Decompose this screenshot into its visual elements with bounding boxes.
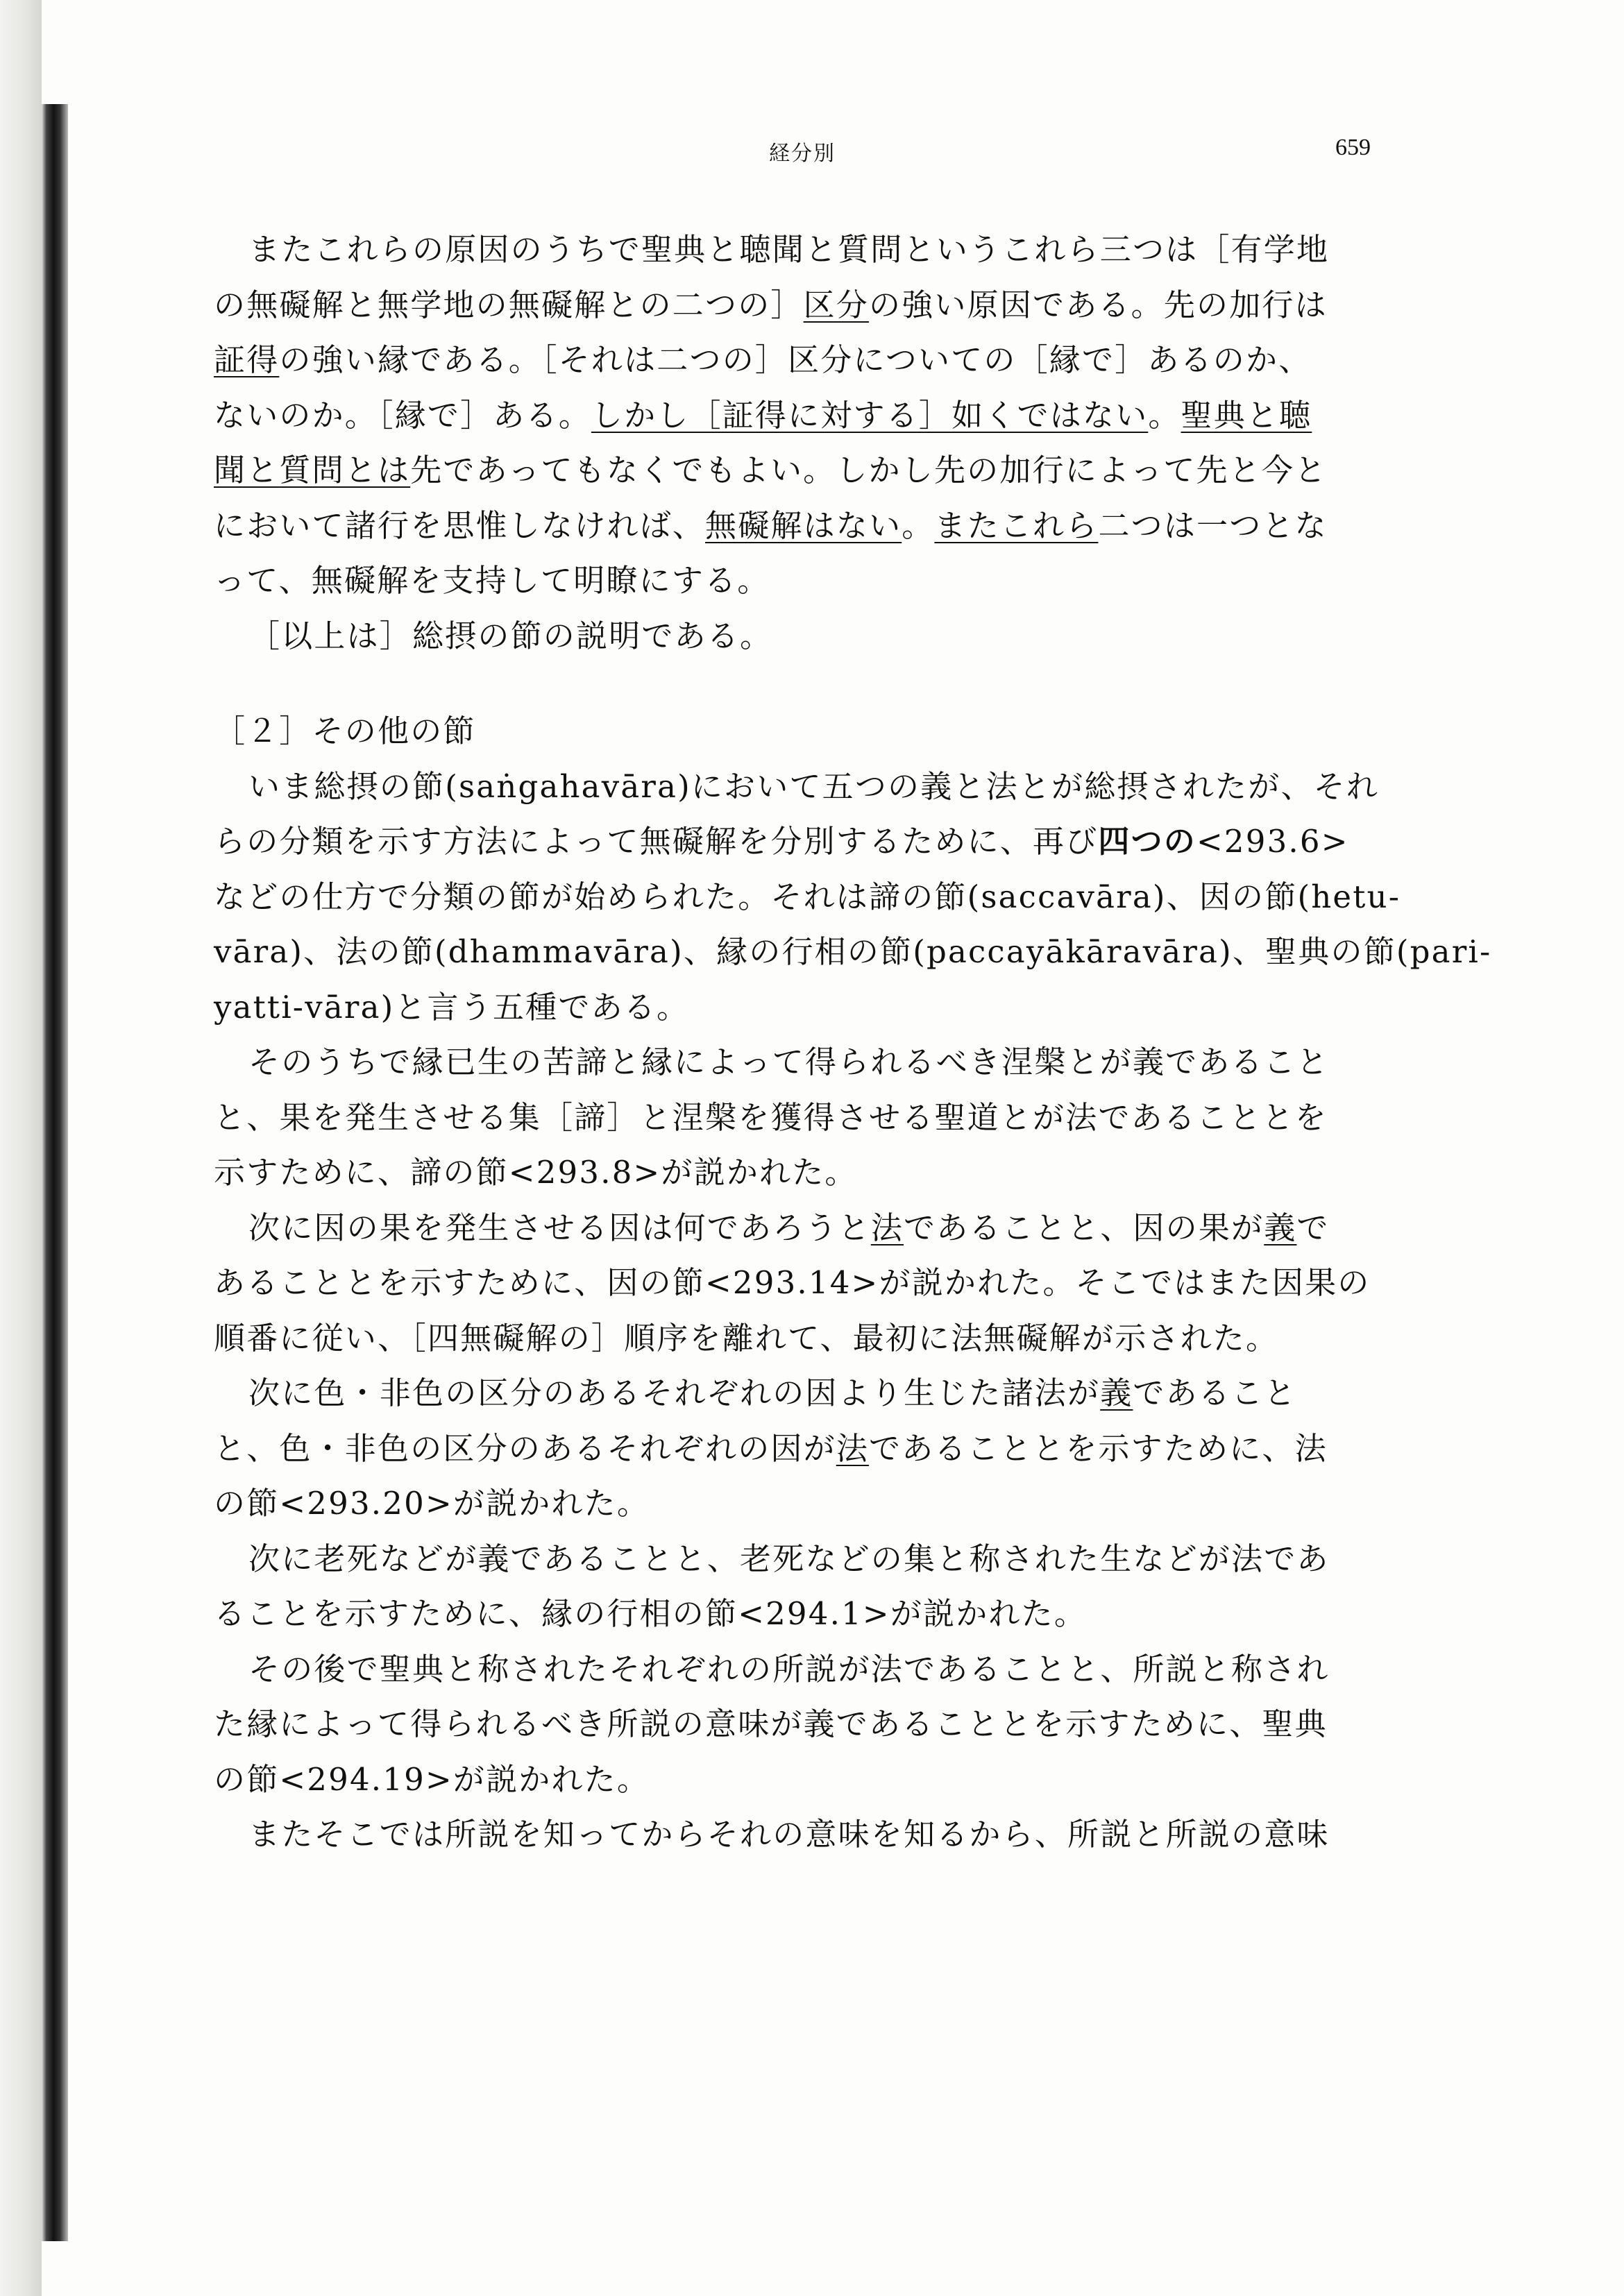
text-line: またそこでは所説を知ってからそれの意味を知るから、所説と所説の意味: [248, 1816, 1330, 1853]
running-head: 経分別: [769, 142, 836, 166]
text-line: などの仕方で分類の節が始められた。それは諦の節(saccavāra)、因の節(hetu-: [214, 878, 1401, 915]
underlined-term: 義: [1100, 1375, 1133, 1411]
text-line: において諸行を思惟しなければ、無礙解はない。またこれら二つは一つとな: [214, 507, 1328, 544]
underlined-phrase: 聞と質問とは: [214, 452, 411, 488]
paragraph-5: [214, 1200, 1407, 1366]
text-line: って、無礙解を支持して明瞭にする。: [214, 562, 770, 599]
text-line: と、色・非色の区分のあるそれぞれの因が法であることとを示すために、法: [214, 1429, 1328, 1467]
bold-term: 四つの: [1098, 823, 1197, 860]
book-spine-shadow: [42, 104, 68, 2241]
text-line: そのうちで縁已生の苦諦と縁によって得られるべき涅槃とが義であること: [248, 1044, 1330, 1080]
body-text: [214, 222, 1492, 1862]
text-line: ないのか。［縁で］ある。しかし［証得に対する］如くではない。聖典と聴: [214, 396, 1312, 434]
text-line: 次に色・非色の区分のあるそれぞれの因より生じた諸法が義であること: [248, 1375, 1297, 1411]
text-line: yatti-vāra)と言う五種である。: [214, 988, 690, 1026]
underlined-phrase: 無礙解はない: [705, 507, 902, 544]
text-line: 次に因の果を発生させる因は何であろうと法であることと、因の果が義で: [248, 1209, 1330, 1246]
underlined-term: 区分: [803, 286, 870, 323]
paragraph-1: [214, 222, 1407, 609]
underlined-term: 証得: [214, 341, 280, 378]
section-gap: [214, 663, 1407, 704]
paragraph-8: [214, 1642, 1407, 1808]
paragraph-4: [214, 1035, 1407, 1200]
paragraph-9: [214, 1807, 1407, 1862]
page-number: 659: [1335, 135, 1371, 160]
text-line: 示すために、諦の節<293.8>が説かれた。: [214, 1154, 858, 1191]
underlined-phrase: またこれら: [934, 507, 1099, 544]
text-line: ることを示すために、縁の行相の節<294.1>が説かれた。: [214, 1595, 1088, 1632]
paragraph-7: [214, 1531, 1407, 1642]
text-line: 聞と質問とは先であってもなくでもよい。しかし先の加行によって先と今と: [214, 452, 1328, 488]
underlined-phrase: 聖典と聴: [1181, 396, 1312, 434]
text-line: vāra)、法の節(dhammavāra)、縁の行相の節(paccayākāravāra)、聖典の節(pari-: [214, 933, 1492, 970]
underlined-term: 法: [836, 1429, 870, 1467]
underlined-phrase: しかし［証得に対する］如くではない: [591, 396, 1149, 434]
text-line: あることとを示すために、因の節<293.14>が説かれた。そこではまた因果の: [214, 1264, 1371, 1301]
text-line: と、果を発生させる集［諦］と涅槃を獲得させる聖道とが法であることとを: [214, 1098, 1328, 1136]
text-line: いま総摂の節(saṅgahavāra)において五つの義と法とが総摂されたが、それ: [248, 767, 1380, 805]
paragraph-2: [214, 609, 1407, 664]
text-line: の無礙解と無学地の無礙解との二つの］区分の強い原因である。先の加行は: [214, 286, 1328, 323]
underlined-term: 法: [870, 1209, 904, 1246]
text-line: 次に老死などが義であることと、老死などの集と称された生などが法であ: [248, 1540, 1330, 1577]
text-line: の節<294.19>が説かれた。: [214, 1760, 650, 1798]
text-line: らの分類を示す方法によって無礙解を分別するために、再び四つの<293.6>: [214, 823, 1349, 860]
paragraph-3: [214, 759, 1492, 1035]
text-line: た縁によって得られるべき所説の意味が義であることとを示すために、聖典: [214, 1706, 1328, 1742]
text-line: 順番に従い、［四無礙解の］順序を離れて、最初に法無礙解が示された。: [214, 1319, 1279, 1357]
paragraph-6: [214, 1366, 1407, 1531]
text-line: その後で聖典と称されたそれぞれの所説が法であることと、所説と称され: [248, 1650, 1330, 1687]
text-line: ［以上は］総摂の節の説明である。: [248, 617, 773, 654]
text-line: またこれらの原因のうちで聖典と聴聞と質問というこれら三つは［有学地: [248, 231, 1330, 268]
section-heading: ［２］その他の節: [214, 713, 476, 749]
scan-margin: [0, 0, 42, 2296]
underlined-term: 義: [1264, 1209, 1297, 1246]
text-line: 証得の強い縁である。［それは二つの］区分についての［縁で］あるのか、: [214, 341, 1312, 378]
text-line: の節<293.20>が説かれた。: [214, 1485, 650, 1522]
